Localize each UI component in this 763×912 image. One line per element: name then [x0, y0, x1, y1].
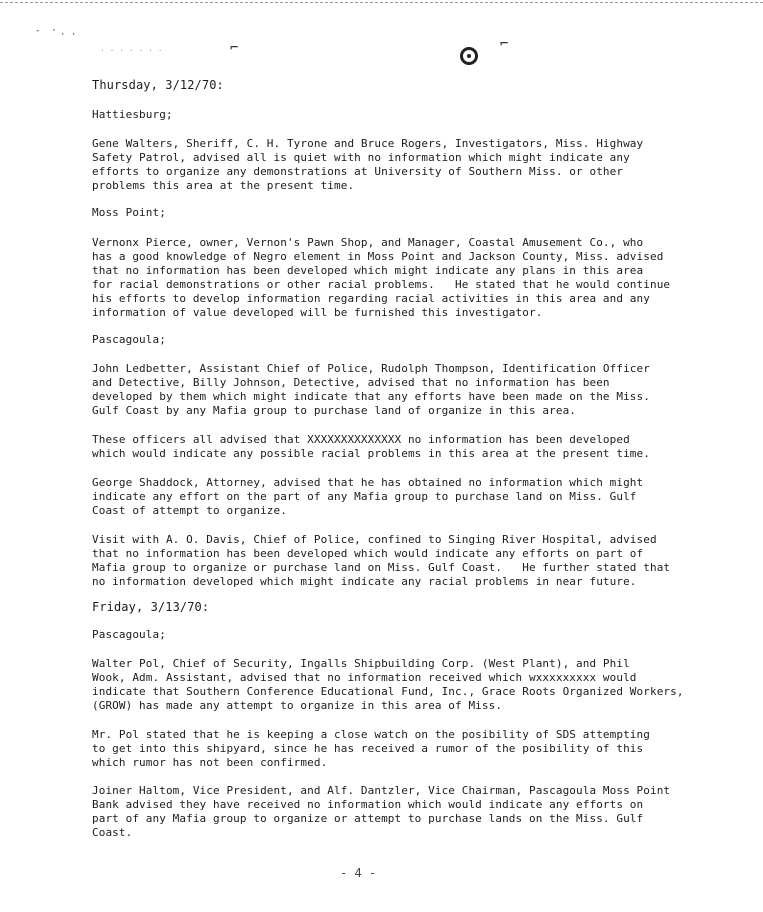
text-line: Visit with A. O. Davis, Chief of Police, confined to Singing River Hospital, advised	[92, 533, 657, 546]
date-heading: Thursday, 3/12/70:	[92, 78, 224, 92]
text-line: Gulf Coast by any Mafia group to purchase land of organize in this area.	[92, 404, 577, 417]
text-line: to get into this shipyard, since he has received a rumor of the posibility of this	[92, 742, 644, 755]
text-line: developed by them which might indicate that any efforts have been made on the Miss.	[92, 390, 650, 403]
text-line: Coast of attempt to organize.	[92, 504, 287, 517]
text-line: These officers all advised that XXXXXXXXXXXXXX no information has been developed	[92, 433, 630, 446]
text-line: problems this area at the present time.	[92, 179, 355, 192]
top-edge-dashes	[0, 2, 763, 5]
scan-speck: · ·	[60, 30, 77, 40]
punch-hole-mark	[460, 47, 478, 65]
text-line: Coast.	[92, 826, 133, 839]
text-line: for racial demonstrations or other racial problems. He stated that he would continue	[92, 278, 671, 291]
date-heading: Friday, 3/13/70:	[92, 600, 210, 614]
location-heading: Pascagoula;	[92, 333, 166, 346]
page-number: - 4 -	[340, 866, 377, 880]
text-line: which would indicate any possible racial problems in this area at the present time.	[92, 447, 650, 460]
text-line: Bank advised they have received no information which would indicate any efforts on	[92, 798, 644, 811]
text-line: Safety Patrol, advised all is quiet with no information which might indicate any	[92, 151, 630, 164]
text-line: and Detective, Billy Johnson, Detective, advised that no information has been	[92, 376, 610, 389]
text-line: John Ledbetter, Assistant Chief of Police, Rudolph Thompson, Identification Officer	[92, 362, 650, 375]
scan-speck: - ·	[35, 26, 57, 36]
location-heading: Pascagoula;	[92, 628, 166, 641]
text-line: Mr. Pol stated that he is keeping a close watch on the posibility of SDS attempting	[92, 728, 650, 741]
scan-mark: ⌐	[230, 40, 239, 56]
location-heading: Hattiesburg;	[92, 108, 173, 121]
text-line: Wook, Adm. Assistant, advised that no information received which wxxxxxxxxx would	[92, 671, 637, 684]
text-line: information of value developed will be furnished this investigator.	[92, 306, 543, 319]
text-line: Walter Pol, Chief of Security, Ingalls Shipbuilding Corp. (West Plant), and Phil	[92, 657, 630, 670]
text-line: which rumor has not been confirmed.	[92, 756, 328, 769]
text-line: Joiner Haltom, Vice President, and Alf. Dantzler, Vice Chairman, Pascagoula Moss Point	[92, 784, 671, 797]
text-line: Vernonx Pierce, owner, Vernon's Pawn Shop, and Manager, Coastal Amusement Co., who	[92, 236, 644, 249]
text-line: indicate that Southern Conference Educational Fund, Inc., Grace Roots Organized Workers,	[92, 685, 684, 698]
text-line: George Shaddock, Attorney, advised that he has obtained no information which might	[92, 476, 644, 489]
text-line: Mafia group to organize or purchase land on Miss. Gulf Coast. He further stated that	[92, 561, 671, 574]
scan-speck: · · · · · · ·	[100, 46, 163, 55]
text-line: (GROW) has made any attempt to organize in this area of Miss.	[92, 699, 503, 712]
text-line: Gene Walters, Sheriff, C. H. Tyrone and Bruce Rogers, Investigators, Miss. Highway	[92, 137, 644, 150]
text-line: that no information has been developed which would indicate any efforts on part of	[92, 547, 644, 560]
text-line: that no information has been developed which might indicate any plans in this area	[92, 264, 644, 277]
text-line: his efforts to develop information regarding racial activities in this area and any	[92, 292, 650, 305]
text-line: indicate any effort on the part of any Mafia group to purchase land on Miss. Gulf	[92, 490, 637, 503]
text-line: has a good knowledge of Negro element in Moss Point and Jackson County, Miss. advised	[92, 250, 664, 263]
location-heading: Moss Point;	[92, 206, 166, 219]
text-line: efforts to organize any demonstrations at University of Southern Miss. or other	[92, 165, 624, 178]
scan-mark: ⌐	[500, 36, 509, 52]
text-line: no information developed which might indicate any racial problems in near future.	[92, 575, 637, 588]
text-line: part of any Mafia group to organize or attempt to purchase lands on the Miss. Gulf	[92, 812, 644, 825]
